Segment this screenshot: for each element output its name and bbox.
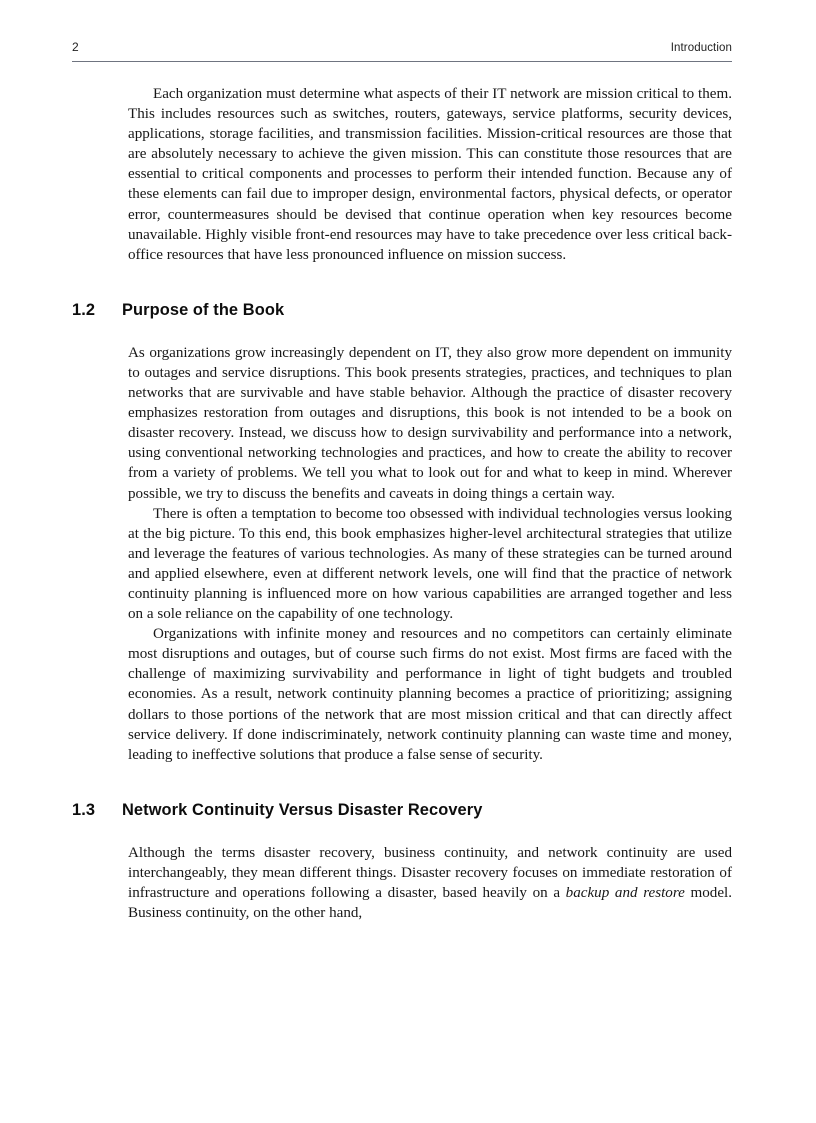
paragraph: Organizations with infinite money and resources and no competitors can certainly eliminate most disruptions and outages, but of course such firms do not exist. Most firms are faced with the challenge of maximizing survivability and performance in light of tight budgets and troubled economies. As a result, network continuity planning becomes a practice of prioritizing; assigning dollars to those portions of the network that are most mission critical and that can directly affect service delivery. If done indiscriminately, network continuity planning can waste time and money, leading to ineffective solutions that produce a false sense of security. [128, 626, 732, 763]
section-heading-1-2 [72, 301, 732, 320]
section-title: Purpose of the Book [122, 300, 285, 319]
spacer [128, 320, 732, 343]
paragraph: Each organization must determine what aspects of their IT network are mission critical to them. This includes resources such as switches, routers, gateways, service platforms, security devices, applications, storage facilities, and transmission facilities. Mission-critical resources are those that are absolutely necessary to achieve the given mission. This can constitute those resources that are essential to critical components and processes to perform their intended function. Because any of these elements can fail due to improper design, environmental factors, physical defects, or operator error, countermeasures should be devised that continue operation when key resources become unavailable. Highly visible front-end resources may have to take precedence over less critical back-office resources that have less pronounced influence on mission success. [128, 86, 732, 263]
running-head [72, 40, 732, 54]
spacer [128, 265, 732, 301]
section-number: 1.3 [72, 800, 96, 819]
paragraph: As organizations grow increasingly dependent on IT, they also grow more dependent on immunity to outages and service disruptions. This book presents strategies, practices, and techniques to plan networks that are survivable and have stable behavior. Although the practice of disaster recovery emphasizes restoration from outages and disruptions, this book is not intended to be a book on disaster recovery. Instead, we discuss how to design survivability and performance into a network, using conventional networking technologies and practices, and how to create the ability to recover from a variety of problems. We tell you what to look out for and what to keep in mind. Wherever possible, we try to discuss the benefits and caveats in doing things a certain way. [128, 344, 732, 502]
spacer [128, 820, 732, 843]
running-head-title: Introduction [670, 42, 732, 54]
page-number: 2 [72, 40, 79, 54]
paragraph: Although the terms disaster recovery, business continuity, and network continuity are used interchangeably, they mean different things. Disaster recovery focuses on immediate restoration of infrastructure and operations following a disaster, based heavily on a backup and restore model. Business continuity, on the other hand, [128, 844, 732, 922]
header-rule [72, 61, 732, 62]
paragraph: There is often a temptation to become too obsessed with individual technologies versus looking at the big picture. To this end, this book emphasizes higher-level architectural strategies that utilize and leverage the features of various technologies. As many of these strategies can be turned around and applied elsewhere, even at different network levels, one will find that the practice of network continuity planning is influenced more on how various capabilities are arranged together and less on a sole reliance on the capability of one technology. [128, 505, 732, 623]
text-column [72, 84, 732, 923]
section-number: 1.2 [72, 300, 96, 319]
spacer [128, 765, 732, 801]
section-title: Network Continuity Versus Disaster Recovery [122, 800, 483, 819]
section-heading-1-3 [72, 801, 732, 820]
